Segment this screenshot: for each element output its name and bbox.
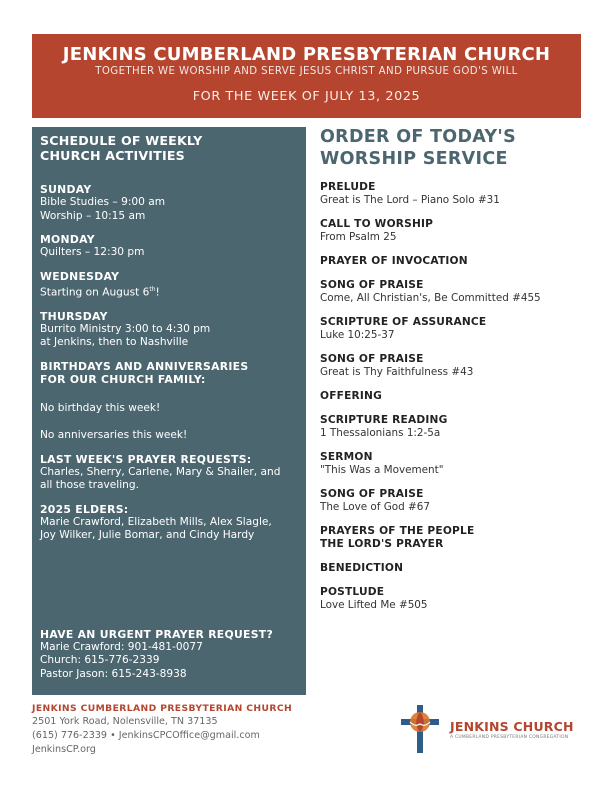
worship-item-heading: SONG OF PRAISE — [320, 279, 424, 291]
sunday-block — [40, 183, 298, 223]
worship-order-section — [320, 126, 590, 623]
footer-contact-line: (615) 776-2339 • JenkinsCPCOffice@gmail.com — [32, 730, 260, 741]
worship-item-detail: "This Was a Movement" — [320, 464, 444, 476]
worship-item-detail: Great is Thy Faithfulness #43 — [320, 366, 474, 378]
worship-item-detail: Great is The Lord – Piano Solo #31 — [320, 194, 500, 206]
header-banner — [32, 34, 581, 118]
worship-item-heading: OFFERING — [320, 390, 382, 402]
worship-item — [320, 255, 590, 268]
worship-item-heading: SCRIPTURE OF ASSURANCE — [320, 316, 487, 328]
worship-item — [320, 390, 590, 403]
worship-item — [320, 525, 590, 551]
logo-tagline: A CUMBERLAND PRESBYTERIAN CONGREGATION — [450, 735, 569, 740]
worship-item-heading: SCRIPTURE READING — [320, 414, 448, 426]
prayer-line: all those traveling. — [40, 479, 139, 492]
church-tagline: TOGETHER WE WORSHIP AND SERVE JESUS CHRIST AND PURSUE GOD'S WILL — [95, 66, 518, 77]
footer-contact — [32, 702, 332, 757]
urgent-contact: Marie Crawford: 901-481-0077 — [40, 640, 203, 653]
worship-item — [320, 414, 590, 440]
wednesday-block — [40, 270, 298, 300]
cross-logo-icon — [398, 704, 442, 754]
worship-item-detail: Luke 10:25-37 — [320, 329, 395, 341]
worship-item — [320, 181, 590, 207]
worship-item-detail: 1 Thessalonians 1:2-5a — [320, 427, 441, 439]
urgent-contact: Church: 615-776-2339 — [40, 654, 160, 666]
church-logo — [398, 704, 578, 754]
sunday-line: Worship – 10:15 am — [40, 209, 146, 222]
monday-line: Quilters – 12:30 pm — [40, 246, 145, 258]
sunday-line: Bible Studies – 9:00 am — [40, 196, 166, 208]
thursday-line: Burrito Ministry 3:00 to 4:30 pm — [40, 322, 211, 335]
worship-item — [320, 316, 590, 342]
elders-line: Marie Crawford, Elizabeth Mills, Alex Slagle, — [40, 515, 272, 528]
worship-item-heading: THE LORD'S PRAYER — [320, 538, 444, 550]
worship-title: ORDER OF TODAY'S WORSHIP SERVICE — [320, 127, 516, 169]
worship-item — [320, 353, 590, 379]
monday-block — [40, 233, 298, 260]
monday-heading: MONDAY — [40, 233, 95, 246]
worship-item — [320, 451, 590, 477]
worship-item-heading: BENEDICTION — [320, 562, 404, 574]
worship-item-detail: Come, All Christian's, Be Committed #455 — [320, 292, 541, 304]
footer-church-name: JENKINS CUMBERLAND PRESBYTERIAN CHURCH — [32, 703, 293, 714]
worship-item-heading: SONG OF PRAISE — [320, 488, 424, 500]
anniversary-text: No anniversaries this week! — [40, 429, 188, 442]
worship-item-heading: PRAYERS OF THE PEOPLE — [320, 525, 475, 537]
prayer-line: Charles, Sherry, Carlene, Mary & Shailer, and — [40, 465, 281, 478]
worship-item — [320, 218, 590, 244]
wednesday-heading: WEDNESDAY — [40, 269, 120, 283]
footer-address: 2501 York Road, Nolensville, TN 37135 — [32, 716, 218, 727]
worship-item — [320, 586, 590, 612]
elders-block — [40, 503, 298, 543]
worship-item-heading: PRAYER OF INVOCATION — [320, 255, 468, 267]
prayer-heading: LAST WEEK'S PRAYER REQUESTS: — [40, 452, 252, 466]
thursday-heading: THURSDAY — [40, 309, 108, 323]
worship-item-heading: SERMON — [320, 451, 373, 463]
worship-item-heading: POSTLUDE — [320, 586, 385, 598]
worship-items — [320, 181, 590, 612]
church-name: JENKINS CUMBERLAND PRESBYTERIAN CHURCH — [62, 44, 551, 65]
worship-item-detail: The Love of God #67 — [320, 501, 430, 513]
elders-heading: 2025 ELDERS: — [40, 502, 129, 516]
thursday-block — [40, 310, 298, 350]
birthday-text: No birthday this week! — [40, 401, 161, 414]
urgent-heading: HAVE AN URGENT PRAYER REQUEST? — [40, 627, 274, 641]
birthdays-heading: BIRTHDAYS AND ANNIVERSARIES — [40, 359, 249, 373]
worship-item-heading: CALL TO WORSHIP — [320, 218, 434, 230]
worship-item-detail: From Psalm 25 — [320, 231, 397, 243]
footer-website: JenkinsCP.org — [32, 744, 96, 755]
schedule-title: SCHEDULE OF WEEKLY CHURCH ACTIVITIES — [40, 133, 203, 163]
wednesday-line: Starting on August 6th! — [40, 285, 160, 299]
urgent-prayer-block — [40, 628, 273, 682]
sunday-heading: SUNDAY — [40, 183, 92, 196]
week-date: FOR THE WEEK OF JULY 13, 2025 — [192, 89, 421, 104]
urgent-contact: Pastor Jason: 615-243-8938 — [40, 667, 187, 680]
logo-name: JENKINS CHURCH — [450, 719, 574, 734]
thursday-line: at Jenkins, then to Nashville — [40, 336, 189, 349]
birthdays-heading: FOR OUR CHURCH FAMILY: — [40, 372, 206, 386]
worship-item — [320, 562, 590, 575]
elders-line: Joy Wilker, Julie Bomar, and Cindy Hardy — [40, 529, 255, 542]
worship-item — [320, 279, 590, 305]
birthdays-block — [40, 360, 298, 443]
weekly-schedule-panel — [32, 127, 306, 695]
worship-item-heading: PRELUDE — [320, 181, 376, 193]
prayer-requests-block — [40, 453, 298, 493]
worship-item-heading: SONG OF PRAISE — [320, 353, 424, 365]
worship-item-detail: Love Lifted Me #505 — [320, 599, 428, 611]
worship-item — [320, 488, 590, 514]
